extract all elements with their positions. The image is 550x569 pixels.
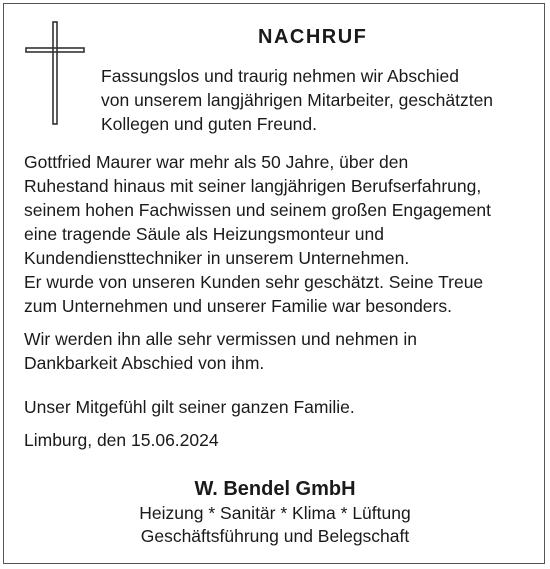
company-services: Heizung * Sanitär * Klima * Lüftung bbox=[139, 503, 411, 523]
tribute-line: Ruhestand hinaus mit seiner langjährigen Berufserfahrung, bbox=[24, 176, 482, 196]
farewell-line: Dankbarkeit Abschied von ihm. bbox=[24, 353, 265, 373]
farewell-paragraph bbox=[24, 327, 534, 375]
notice-title: NACHRUF bbox=[258, 26, 368, 48]
tribute-paragraph bbox=[24, 150, 534, 318]
intro-line: Fassungslos und traurig nehmen wir Abschied bbox=[101, 66, 459, 86]
tribute-line: zum Unternehmen und unserer Familie war besonders. bbox=[24, 296, 452, 316]
signatories: Geschäftsführung und Belegschaft bbox=[140, 526, 410, 546]
tribute-line: seinem hohen Fachwissen und seinem großen Engagement bbox=[24, 200, 491, 220]
latin-cross-icon bbox=[24, 20, 86, 126]
tribute-line: Er wurde von unseren Kunden sehr geschätzt. Seine Treue bbox=[24, 272, 484, 292]
tribute-line: Gottfried Maurer war mehr als 50 Jahre, über den bbox=[24, 152, 409, 172]
intro-line: von unserem langjährigen Mitarbeiter, geschätzten bbox=[101, 90, 494, 110]
farewell-line: Wir werden ihn alle sehr vermissen und nehmen in bbox=[24, 329, 417, 349]
intro-paragraph bbox=[101, 64, 541, 136]
place-date: Limburg, den 15.06.2024 bbox=[24, 430, 219, 450]
condolence-line: Unser Mitgefühl gilt seiner ganzen Familie. bbox=[24, 397, 355, 417]
intro-line: Kollegen und guten Freund. bbox=[101, 114, 317, 134]
tribute-line: Kundendiensttechniker in unserem Unternehmen. bbox=[24, 248, 410, 268]
tribute-line: eine tragende Säule als Heizungsmonteur und bbox=[24, 224, 384, 244]
company-name: W. Bendel GmbH bbox=[194, 478, 356, 500]
